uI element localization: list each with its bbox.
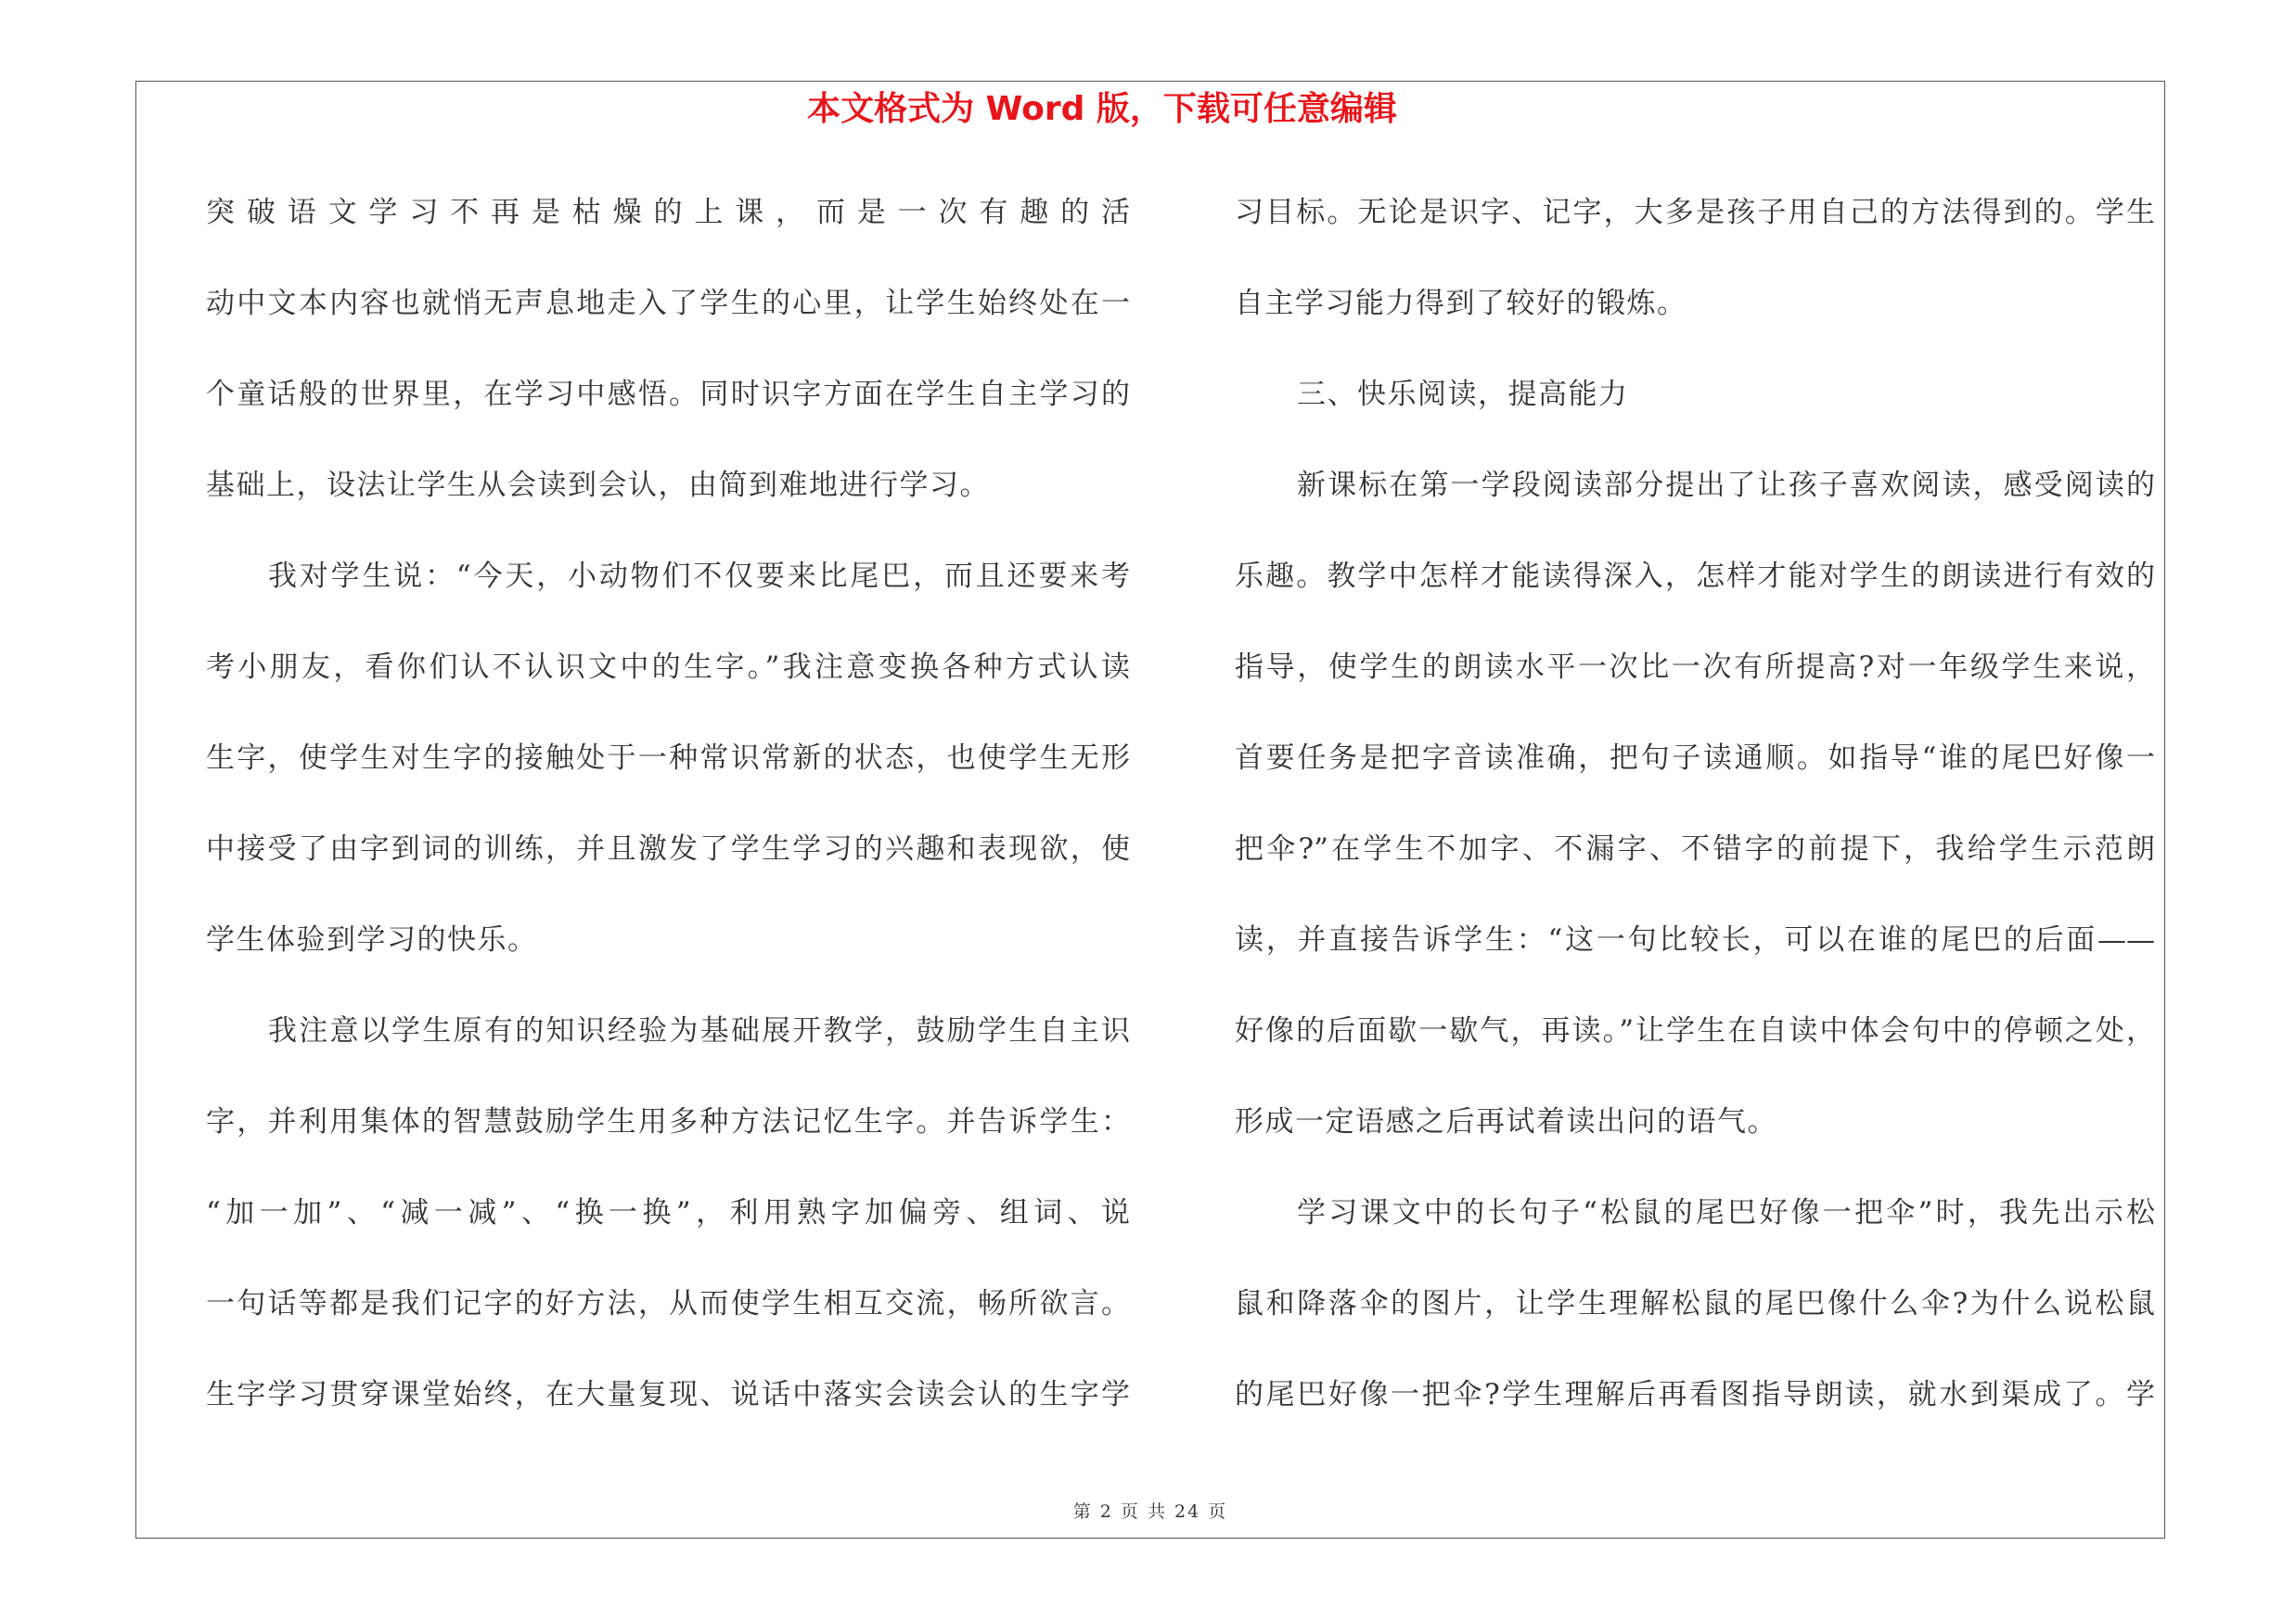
text-line: “加一加”、“减一减”、“换一换”，利用熟字加偏旁、组词、说 — [206, 1196, 1130, 1230]
text-line: 考小朋友，看你们认不认识文中的生字。”我注意变换各种方式认读 — [206, 650, 1130, 684]
text-line: 习目标。无论是识字、记字，大多是孩子用自己的方法得到的。学生 — [1235, 196, 2155, 229]
text-line: 把伞?”在学生不加字、不漏字、不错字的前提下，我给学生示范朗 — [1235, 832, 2155, 866]
text-line: 指导，使学生的朗读水平一次比一次有所提高?对一年级学生来说， — [1235, 650, 2155, 684]
text-line: 我对学生说：“今天，小动物们不仅要来比尾巴，而且还要来考 — [268, 560, 1130, 593]
text-line: 好像的后面歇一歇气，再读。”让学生在自读中体会句中的停顿之处， — [1235, 1014, 2155, 1048]
text-line: 自主学习能力得到了较好的锻炼。 — [1235, 287, 1687, 320]
text-line: 新课标在第一学段阅读部分提出了让孩子喜欢阅读，感受阅读的 — [1297, 469, 2155, 502]
text-line: 中接受了由字到词的训练，并且激发了学生学习的兴趣和表现欲，使 — [206, 832, 1130, 866]
text-line: 读，并直接告诉学生：“这一句比较长，可以在谁的尾巴的后面—— — [1235, 923, 2155, 957]
text-line: 我注意以学生原有的知识经验为基础展开教学，鼓励学生自主识 — [268, 1014, 1130, 1048]
text-line: 鼠和降落伞的图片，让学生理解松鼠的尾巴像什么伞?为什么说松鼠 — [1235, 1287, 2155, 1320]
text-line: 形成一定语感之后再试着读出问的语气。 — [1235, 1105, 1777, 1139]
page-number: 第 2 页 共 24 页 — [1072, 1501, 1228, 1522]
left-text-column — [206, 167, 1130, 1440]
text-line: 动中文本内容也就悄无声息地走入了学生的心里，让学生始终处在一 — [206, 287, 1130, 320]
text-line: 学生体验到学习的快乐。 — [206, 923, 538, 957]
text-line: 生字学习贯穿课堂始终，在大量复现、说话中落实会读会认的生字学 — [206, 1378, 1130, 1411]
right-text-column — [1235, 167, 2155, 1440]
text-line: 一句话等都是我们记字的好方法，从而使学生相互交流，畅所欲言。 — [206, 1287, 1130, 1320]
text-line: 乐趣。教学中怎样才能读得深入，怎样才能对学生的朗读进行有效的 — [1235, 560, 2155, 593]
document-banner: 本文格式为 Word 版，下载可任意编辑 — [807, 90, 1397, 128]
text-line: 生字，使学生对生字的接触处于一种常识常新的状态，也使学生无形 — [206, 741, 1130, 775]
text-line: 首要任务是把字音读准确，把句子读通顺。如指导“谁的尾巴好像一 — [1235, 741, 2155, 775]
text-line: 个童话般的世界里，在学习中感悟。同时识字方面在学生自主学习的 — [206, 378, 1130, 411]
text-line: 突破语文学习不再是枯燥的上课，而是一次有趣的活 — [206, 196, 1130, 229]
text-line: 的尾巴好像一把伞?学生理解后再看图指导朗读，就水到渠成了。学 — [1235, 1378, 2155, 1411]
text-line: 基础上，设法让学生从会读到会认，由简到难地进行学习。 — [206, 469, 990, 502]
text-line: 字，并利用集体的智慧鼓励学生用多种方法记忆生字。并告诉学生： — [206, 1105, 1130, 1139]
text-line: 学习课文中的长句子“松鼠的尾巴好像一把伞”时，我先出示松 — [1297, 1196, 2155, 1230]
section-heading: 三、快乐阅读，提高能力 — [1297, 378, 1629, 411]
